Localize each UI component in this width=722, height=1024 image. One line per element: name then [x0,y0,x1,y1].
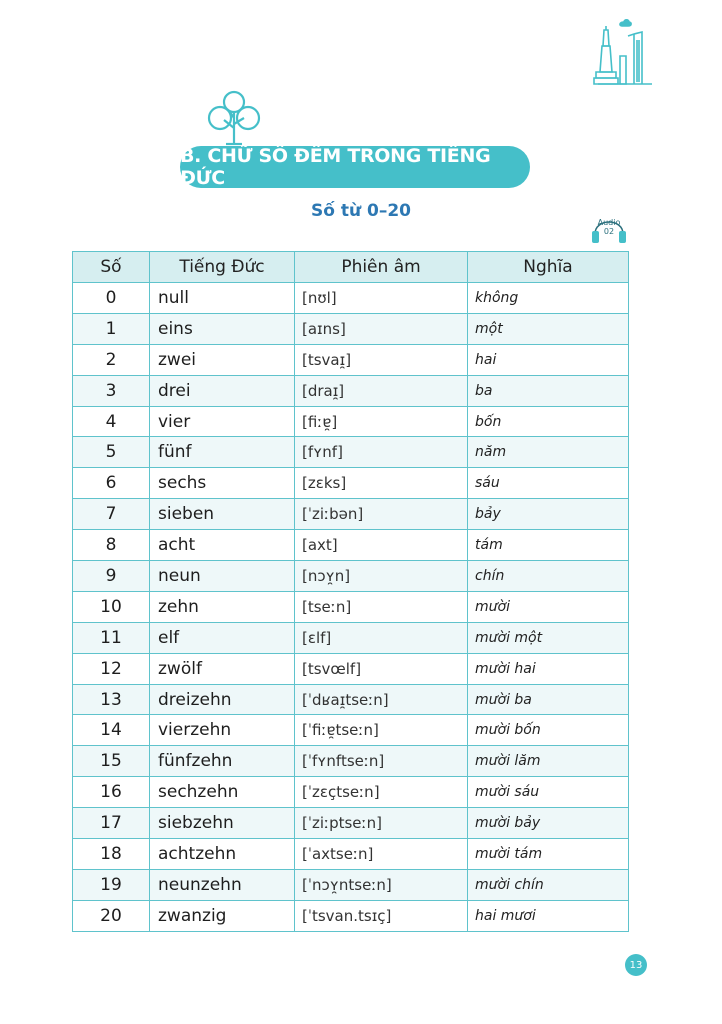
table-row [73,591,629,622]
meaning-cell: mười chín [468,869,629,900]
table-row [73,468,629,499]
meaning-cell: mười lăm [468,746,629,777]
table-row [73,653,629,684]
numbers-table [72,251,629,932]
german-cell: fünf [150,437,295,468]
german-cell: dreizehn [150,684,295,715]
header-meaning: Nghĩa [468,252,629,283]
meaning-cell: bảy [468,499,629,530]
pronunciation-cell: [nʊl] [295,283,468,314]
number-cell: 12 [73,653,150,684]
pronunciation-cell: [tseːn] [295,591,468,622]
german-cell: elf [150,622,295,653]
table-row [73,684,629,715]
pronunciation-cell: [ˈzɛçtseːn] [295,777,468,808]
number-cell: 11 [73,622,150,653]
number-cell: 5 [73,437,150,468]
meaning-cell: không [468,283,629,314]
audio-number: 02 [603,227,615,236]
german-cell: achtzehn [150,839,295,870]
table-row [73,808,629,839]
meaning-cell: chín [468,561,629,592]
pronunciation-cell: [ˈaxtseːn] [295,839,468,870]
header-number: Số [73,252,150,283]
german-cell: zwei [150,344,295,375]
meaning-cell: hai mươi [468,900,629,931]
meaning-cell: sáu [468,468,629,499]
audio-badge[interactable] [590,210,628,244]
pronunciation-cell: [tsvaɪ̯] [295,344,468,375]
number-cell: 18 [73,839,150,870]
german-cell: neun [150,561,295,592]
number-cell: 20 [73,900,150,931]
number-cell: 4 [73,406,150,437]
table-row [73,313,629,344]
table-row [73,839,629,870]
meaning-cell: tám [468,530,629,561]
table-row [73,900,629,931]
pronunciation-cell: [fʏnf] [295,437,468,468]
pronunciation-cell: [ˈnɔʏ̯ntseːn] [295,869,468,900]
german-cell: zwanzig [150,900,295,931]
city-skyline-icon [588,16,660,88]
table-row [73,499,629,530]
german-cell: neunzehn [150,869,295,900]
german-cell: sieben [150,499,295,530]
pronunciation-cell: [ˈtsvan.tsɪç] [295,900,468,931]
pronunciation-cell: [ˈziːptseːn] [295,808,468,839]
table-row [73,869,629,900]
meaning-cell: mười sáu [468,777,629,808]
number-cell: 6 [73,468,150,499]
german-cell: sechs [150,468,295,499]
table-row [73,406,629,437]
pronunciation-cell: [fiːɐ̯] [295,406,468,437]
meaning-cell: mười bốn [468,715,629,746]
pronunciation-cell: [nɔʏ̯n] [295,561,468,592]
german-cell: vierzehn [150,715,295,746]
meaning-cell: ba [468,375,629,406]
pronunciation-cell: [axt] [295,530,468,561]
pronunciation-cell: [tsvœlf] [295,653,468,684]
german-cell: fünfzehn [150,746,295,777]
number-cell: 15 [73,746,150,777]
meaning-cell: hai [468,344,629,375]
meaning-cell: năm [468,437,629,468]
number-cell: 2 [73,344,150,375]
meaning-cell: một [468,313,629,344]
number-cell: 13 [73,684,150,715]
table-row [73,746,629,777]
number-cell: 17 [73,808,150,839]
german-cell: null [150,283,295,314]
audio-label: Audio [597,218,621,227]
pronunciation-cell: [ˈziːbən] [295,499,468,530]
number-cell: 10 [73,591,150,622]
meaning-cell: mười một [468,622,629,653]
number-cell: 14 [73,715,150,746]
german-cell: sechzehn [150,777,295,808]
number-cell: 19 [73,869,150,900]
german-cell: vier [150,406,295,437]
table-row [73,561,629,592]
meaning-cell: mười hai [468,653,629,684]
german-cell: siebzehn [150,808,295,839]
section-title: B. CHỮ SỐ ĐẾM TRONG TIẾNG ĐỨC [180,146,530,188]
german-cell: zwölf [150,653,295,684]
meaning-cell: mười bảy [468,808,629,839]
pronunciation-cell: [ˈfʏnftseːn] [295,746,468,777]
table-header-row [73,252,629,283]
number-cell: 0 [73,283,150,314]
pronunciation-cell: [aɪns] [295,313,468,344]
german-cell: eins [150,313,295,344]
pronunciation-cell: [ˈfiːɐ̯tseːn] [295,715,468,746]
pronunciation-cell: [draɪ̯] [295,375,468,406]
table-row [73,283,629,314]
header-pronunciation: Phiên âm [295,252,468,283]
page-number: 13 [625,954,647,976]
number-cell: 3 [73,375,150,406]
meaning-cell: mười [468,591,629,622]
number-cell: 1 [73,313,150,344]
number-cell: 8 [73,530,150,561]
german-cell: acht [150,530,295,561]
header-german: Tiếng Đức [150,252,295,283]
meaning-cell: mười ba [468,684,629,715]
table-row [73,622,629,653]
table-row [73,344,629,375]
table-row [73,715,629,746]
table-row [73,375,629,406]
tree-icon [204,90,264,146]
table-row [73,530,629,561]
table-row [73,437,629,468]
number-cell: 9 [73,561,150,592]
pronunciation-cell: [ˈdʁaɪ̯tseːn] [295,684,468,715]
meaning-cell: mười tám [468,839,629,870]
meaning-cell: bốn [468,406,629,437]
pronunciation-cell: [zɛks] [295,468,468,499]
number-cell: 16 [73,777,150,808]
german-cell: drei [150,375,295,406]
german-cell: zehn [150,591,295,622]
number-cell: 7 [73,499,150,530]
table-row [73,777,629,808]
subtitle: Số từ 0–20 [311,201,411,221]
pronunciation-cell: [ɛlf] [295,622,468,653]
